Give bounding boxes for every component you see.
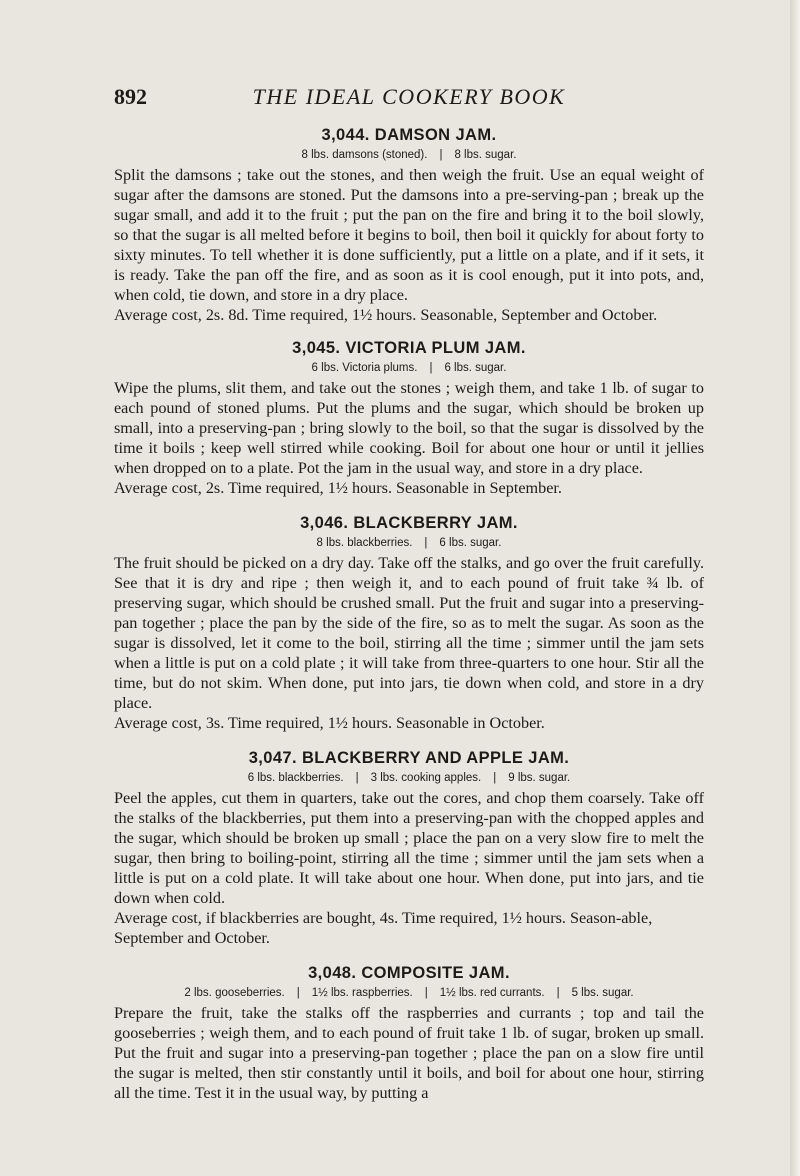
recipe-victoria-plum-jam [114,339,704,498]
ingredients-line [114,537,704,549]
recipe-method: The fruit should be picked on a dry day. Take off the stalks, and go over the fruit carefully. See that it is dry and ripe ; then weigh it, and to each pound of fruit take ¾ lb. of preserving sugar, which should be crushed small. Put the fruit and sugar into a preserving-pan together ; place the pan by the side of the fire, so as to melt the sugar. As soon as the sugar is dissolved, let it come to the boil, stirring all the time ; simmer until the jam sets when a little is put on a cold plate ; it will take from three-quarters to one hour. Stir all the time, but do not skim. When done, put into jars, tie down when cold, and store in a dry place. [114,554,704,712]
recipe-title: 3,046. BLACKBERRY JAM. [300,514,518,532]
page-header [114,84,704,114]
page-edge [790,0,800,1176]
separator: | [296,987,300,999]
recipe-meta: Average cost, if blackberries are bought, 4s. Time required, 1½ hours. Season-able, September and October. [114,909,653,947]
recipe-meta: Average cost, 2s. 8d. Time required, 1½ hours. Seasonable, September and October. [114,306,658,324]
recipe-title: 3,048. COMPOSITE JAM. [308,964,510,982]
ingredient: 6 lbs. sugar. [444,362,507,374]
separator: | [493,772,497,784]
page-number: 892 [114,84,147,109]
recipe-blackberry-and-apple-jam [114,749,704,948]
separator: | [439,149,443,161]
ingredient: 2 lbs. gooseberries. [184,987,285,999]
running-title: THE IDEAL COOKERY BOOK [252,84,566,109]
ingredient: 8 lbs. damsons (stoned). [301,149,428,161]
separator: | [355,772,359,784]
ingredients-line [114,987,704,999]
ingredient: 1½ lbs. red currants. [439,987,545,999]
recipe-title: 3,044. DAMSON JAM. [321,126,497,144]
recipe-blackberry-jam [114,514,704,733]
separator: | [429,362,433,374]
separator: | [556,987,560,999]
ingredients-line [114,149,704,161]
recipe-method: Prepare the fruit, take the stalks off the raspberries and currants ; top and tail the gooseberries ; weigh them, and to each pound of fruit take 1 lb. of sugar, broken up small. Put the fruit and sugar into a preserving-pan together ; place the pan on a slow fire until the sugar is melted, then stir constantly until it boils, and boil for about one hour, stirring all the time. Test it in the usual way, by putting a [114,1004,704,1102]
recipe-method: Peel the apples, cut them in quarters, take out the cores, and chop them coarsely. Take off the stalks of the blackberries, put them into a preserving-pan with the chopped apples and the sugar, which should be broken up small ; place the pan on a very slow fire to melt the sugar, then bring to boiling-point, stirring all the time ; simmer until the jam sets when a little is put on a cold plate. It will take about one hour. When done, put into jars, and tie down when cold. [114,789,704,907]
recipe-title: 3,045. VICTORIA PLUM JAM. [292,339,526,357]
ingredient: 6 lbs. blackberries. [247,772,344,784]
ingredients-line [114,362,704,374]
ingredient: 6 lbs. Victoria plums. [311,362,418,374]
ingredient: 5 lbs. sugar. [571,987,634,999]
separator: | [424,537,428,549]
recipe-title: 3,047. BLACKBERRY AND APPLE JAM. [248,749,570,767]
ingredient: 9 lbs. sugar. [508,772,571,784]
page-content [114,126,704,1103]
separator: | [424,987,428,999]
recipe-method: Wipe the plums, slit them, and take out the stones ; weigh them, and take 1 lb. of sugar to each pound of stoned plums. Put the plums and the sugar, which should be broken up small, into a preserving-pan ; bring slowly to the boil, so that the sugar is dissolved by the time it boils ; keep well stirred while cooking. Boil for about one hour or until it jellies when dropped on to a plate. Pot the jam in the usual way, and store in a dry place. [114,379,704,477]
ingredient: 3 lbs. cooking apples. [370,772,482,784]
recipe-meta: Average cost, 3s. Time required, 1½ hours. Seasonable in October. [114,714,545,732]
ingredient: 1½ lbs. raspberries. [311,987,413,999]
recipe-damson-jam [114,126,704,325]
ingredients-line [114,772,704,784]
recipe-method: Split the damsons ; take out the stones, and then weigh the fruit. Use an equal weight of sugar after the damsons are stoned. Put the damsons into a pre-serving-pan ; break up the sugar small, and add it to the fruit ; put the pan on the fire and bring it to the boil slowly, so that the sugar is all melted before it begins to boil, then boil it quickly for about forty to sixty minutes. To tell whether it is done sufficiently, put a little on a plate, and if it sets, it is ready. Take the pan off the fire, and as soon as it is cool enough, put it into pots, and, when cold, tie down, and store in a dry place. [114,166,704,304]
recipe-meta: Average cost, 2s. Time required, 1½ hours. Seasonable in September. [114,479,562,497]
recipe-composite-jam [114,964,704,1103]
ingredient: 6 lbs. sugar. [439,537,502,549]
ingredient: 8 lbs. blackberries. [316,537,413,549]
ingredient: 8 lbs. sugar. [454,149,517,161]
